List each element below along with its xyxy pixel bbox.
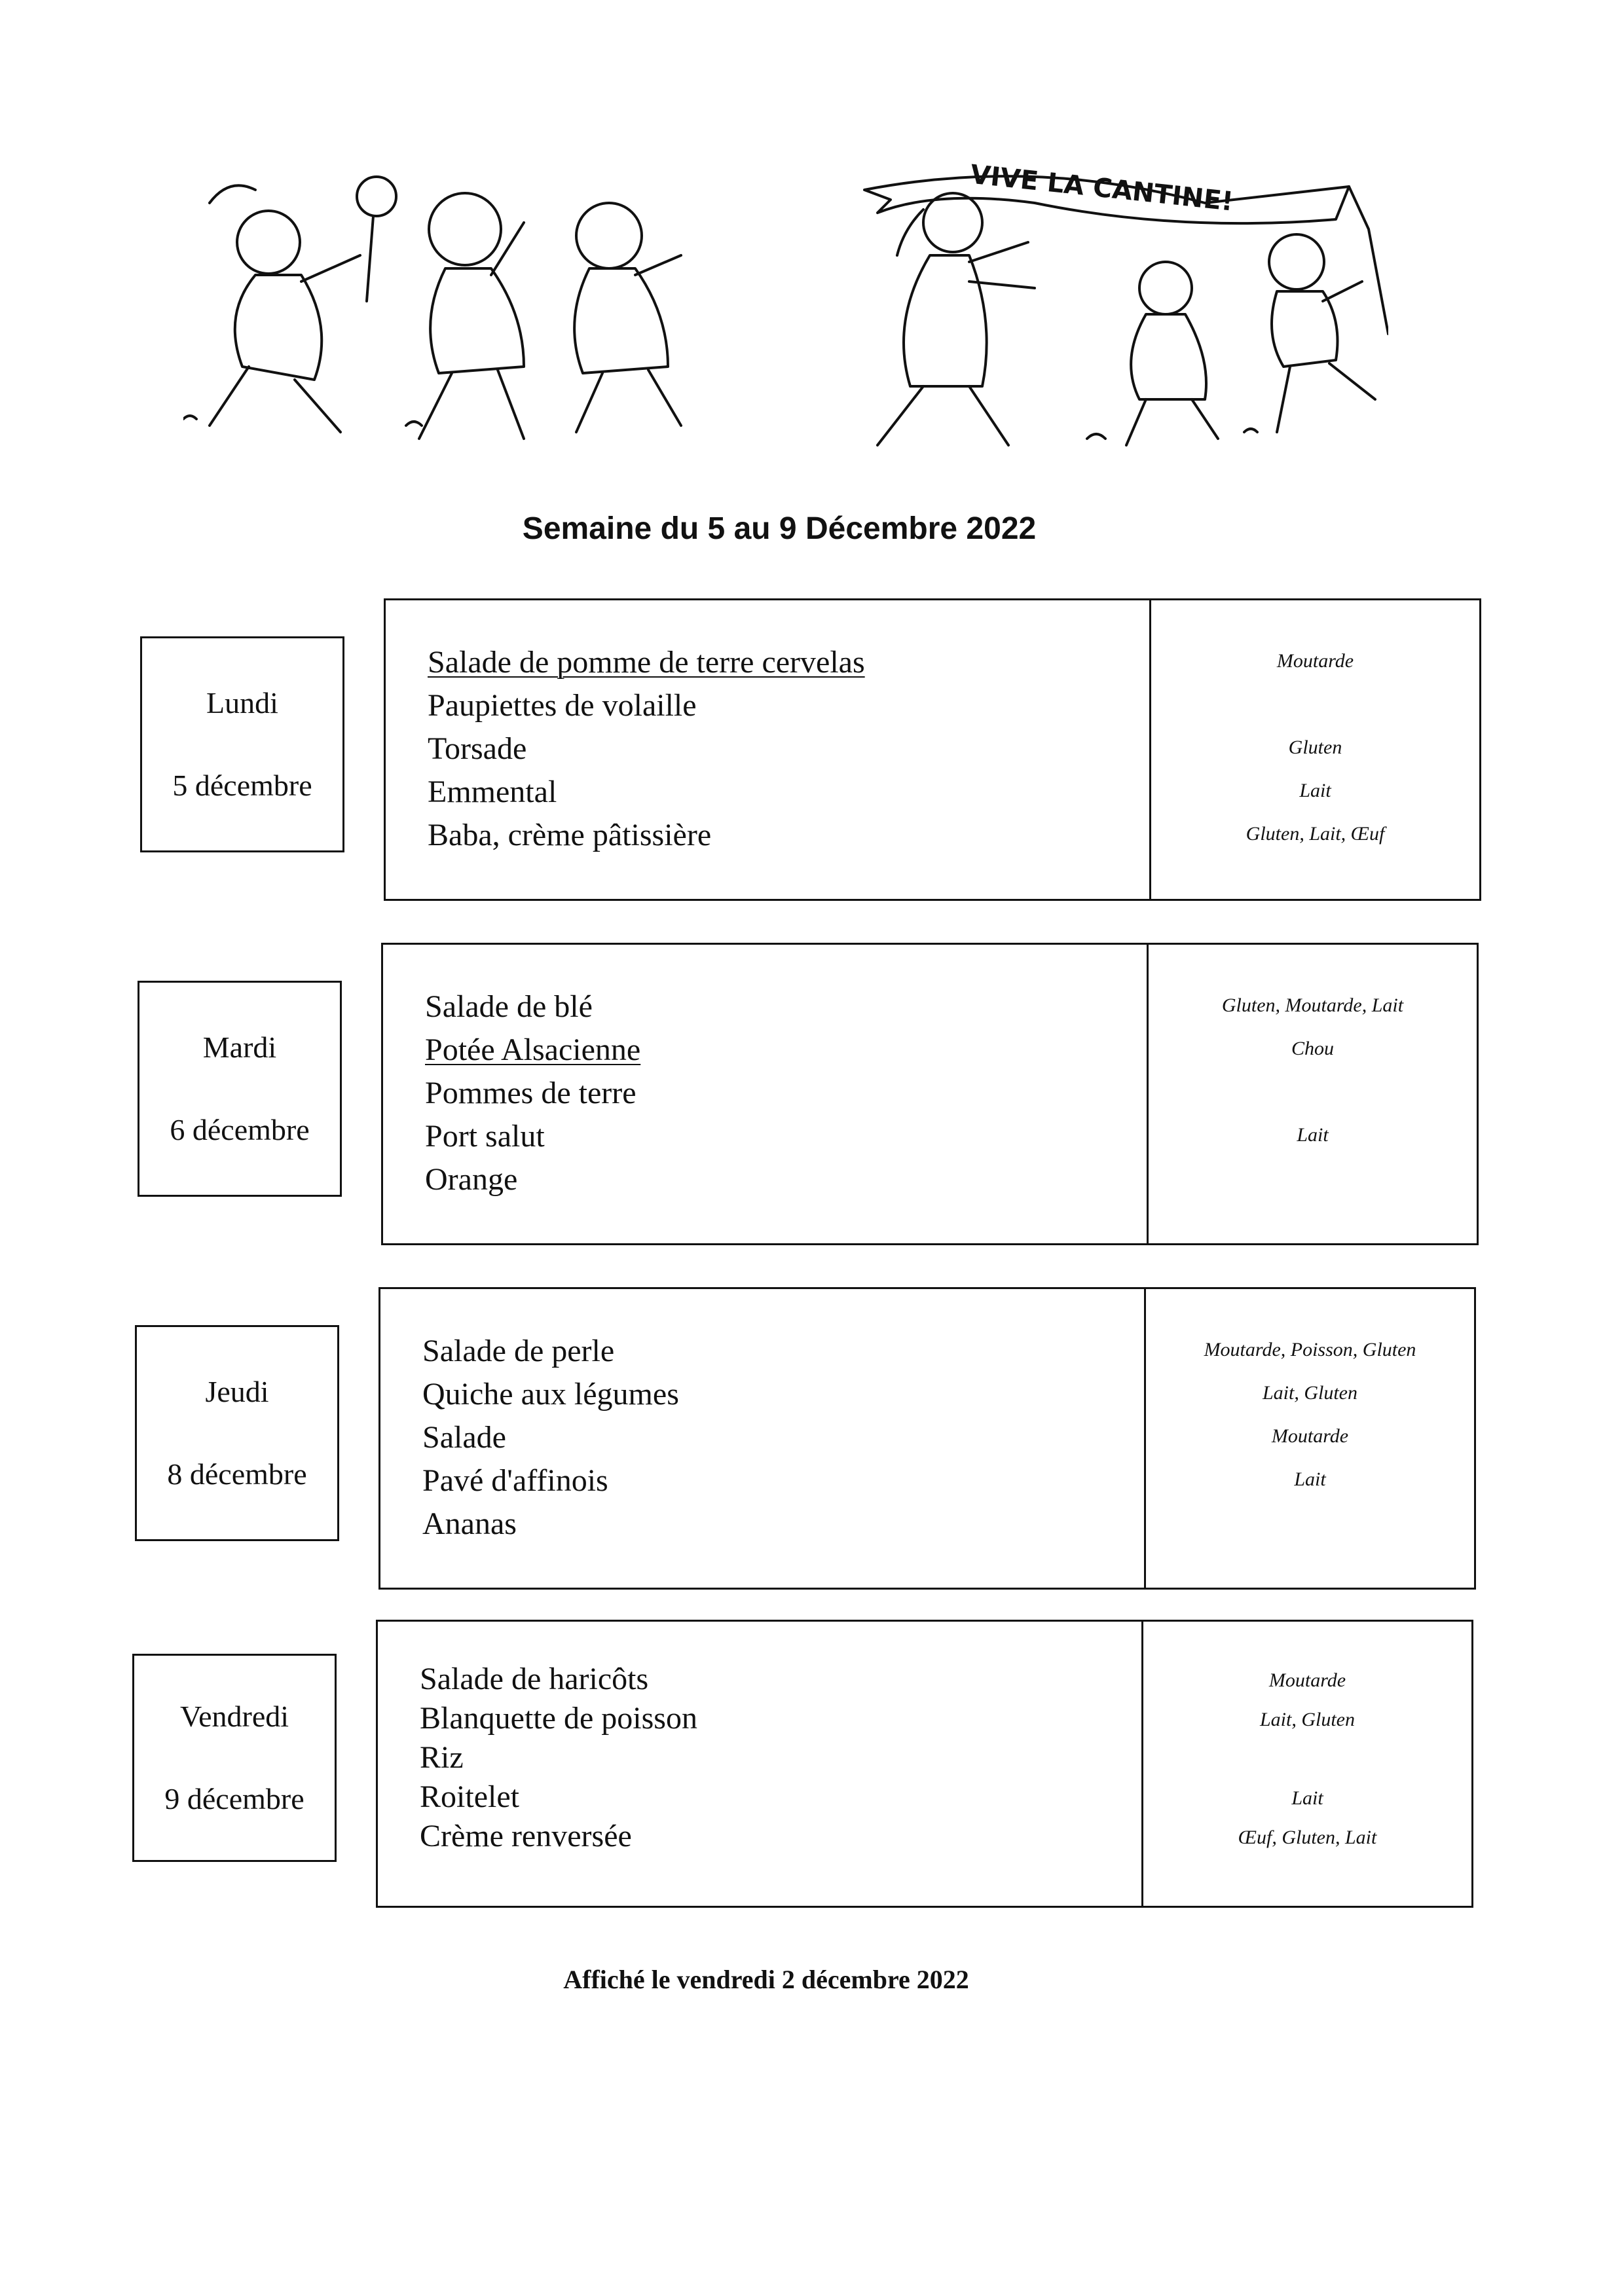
day-box-vendredi [132,1654,337,1862]
allergen-item: Gluten, Lait, Œuf [1246,823,1385,845]
dish-item: Salade de haricôts [420,1662,649,1696]
allergen-item: Œuf, Gluten, Lait [1238,1827,1377,1848]
day-name: Mardi [202,1030,277,1064]
dish-item: Crème renversée [420,1819,632,1853]
allergen-item: Lait [1297,1124,1329,1146]
dish-item: Emmental [428,774,557,809]
allergens-column [1151,600,1479,899]
banner-text: VIVE LA CANTINE! [969,159,1235,217]
allergen-item: Lait [1299,780,1331,801]
day-date: 9 décembre [164,1782,304,1815]
allergen-item [1146,1501,1474,1544]
allergen-item: Lait, Gluten [1259,1709,1355,1730]
dish-item: Potée Alsacienne [425,1032,641,1067]
dish-item: Blanquette de poisson [420,1701,697,1736]
day-box-jeudi [135,1325,339,1541]
allergen-item: Moutarde [1276,650,1354,672]
day-name: Lundi [206,686,278,720]
allergens-column [1149,945,1477,1243]
menu-box-vendredi [376,1620,1473,1908]
day-date: 6 décembre [170,1113,310,1146]
day-date: 5 décembre [172,769,312,802]
menu-box-lundi [384,598,1481,901]
allergen-item [1143,1740,1471,1779]
menu-box-jeudi [378,1287,1476,1590]
dish-item: Pommes de terre [425,1076,637,1110]
header-illustration [183,151,1388,478]
dish-item: Port salut [425,1119,545,1154]
allergen-item [1149,1157,1477,1200]
allergen-item: Moutarde [1271,1425,1349,1447]
day-name: Jeudi [205,1375,269,1408]
dish-item: Pavé d'affinois [422,1463,608,1498]
day-box-mardi [138,981,342,1197]
day-date: 8 décembre [167,1457,307,1491]
dish-item: Torsade [428,731,527,766]
allergens-column [1146,1289,1474,1588]
allergen-item: Chou [1291,1038,1334,1059]
dish-item: Orange [425,1162,518,1197]
dishes-column [380,1289,1146,1588]
allergen-item: Moutarde [1268,1669,1346,1691]
allergen-item [1149,1070,1477,1114]
dish-item: Roitelet [420,1779,519,1814]
dish-item: Ananas [422,1506,517,1541]
allergens-column [1143,1622,1471,1906]
dish-item: Salade de perle [422,1334,615,1368]
allergen-item [1151,683,1479,726]
posted-date-footer: Affiché le vendredi 2 décembre 2022 [563,1965,969,1994]
dish-item: Riz [420,1740,464,1775]
allergen-item: Lait, Gluten [1262,1382,1357,1404]
allergen-item: Lait [1294,1468,1326,1490]
allergen-item: Gluten, Moutarde, Lait [1221,994,1404,1016]
menu-box-mardi [381,943,1479,1245]
page-title: Semaine du 5 au 9 Décembre 2022 [522,511,1037,546]
dish-item: Baba, crème pâtissière [428,818,712,852]
dish-item: Salade [422,1420,506,1455]
dishes-column [386,600,1151,899]
day-name: Vendredi [179,1700,289,1733]
dishes-column [383,945,1149,1243]
dish-item: Paupiettes de volaille [428,688,697,723]
allergen-item: Moutarde, Poisson, Gluten [1204,1339,1416,1360]
allergen-item: Lait [1291,1787,1323,1809]
dishes-column [378,1622,1143,1906]
dish-item: Salade de blé [425,989,593,1024]
day-box-lundi [140,636,344,852]
dish-item: Quiche aux légumes [422,1377,679,1412]
allergen-item: Gluten [1288,737,1342,758]
dish-item: Salade de pomme de terre cervelas [428,645,865,680]
